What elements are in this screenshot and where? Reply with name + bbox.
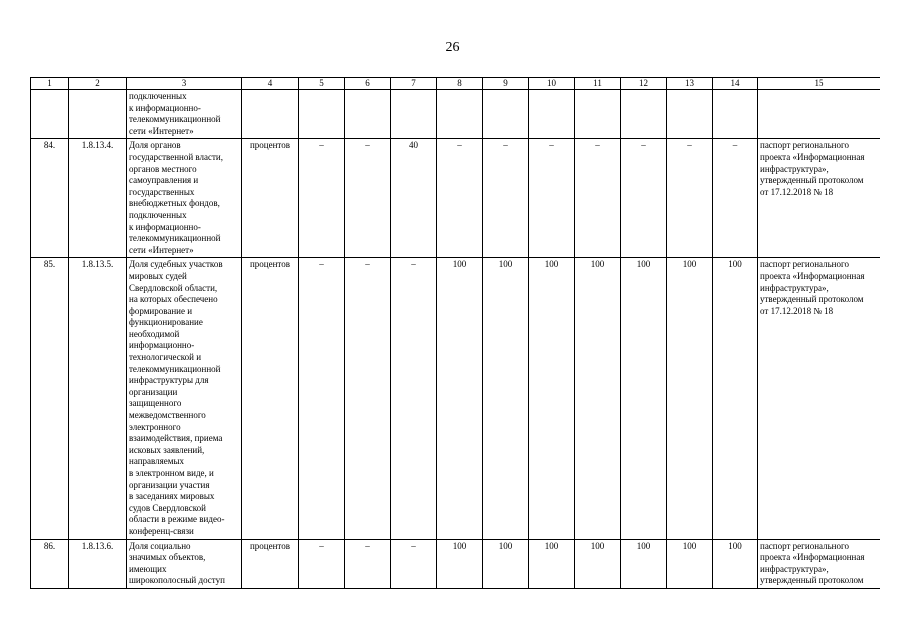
column-header: 14 [713,78,758,90]
column-header: 4 [242,78,299,90]
value-cell: 100 [713,539,758,588]
column-header: 2 [69,78,127,90]
indicator-name: Доля судебных участков мировых судей Свердловской области, на которых обеспечено формирование и функционирование необходимой информационно- технологической и телекоммуникационной инфраструктуры для организации защищенного межведомственного электронного взаимодействия, приема исковых заявлений, направляемых в электронном виде, и организации участия в заседаниях мировых судов Свердловской области в режиме видео- конференц-связи [127,258,242,539]
value-cell: – [575,139,621,258]
unit: процентов [242,139,299,258]
unit: процентов [242,258,299,539]
value-cell: – [713,139,758,258]
indicator-name: подключенных к информационно- телекоммуникационной сети «Интернет» [127,90,242,139]
source-document: паспорт регионального проекта «Информационная инфраструктура», утвержденный протоколом [758,539,881,588]
value-cell: 100 [437,539,483,588]
page-number: 26 [445,40,460,55]
value-cell: 100 [667,539,713,588]
value-cell: 100 [713,258,758,539]
value-cell [345,90,391,139]
source-document: паспорт регионального проекта «Информационная инфраструктура», утвержденный протоколом от 17.12.2018 № 18 [758,139,881,258]
table-row [31,139,881,258]
value-cell: – [391,539,437,588]
column-header: 13 [667,78,713,90]
column-header: 5 [299,78,345,90]
value-cell: – [621,139,667,258]
indicators-table-container [30,77,880,599]
value-cell: – [529,139,575,258]
value-cell [299,90,345,139]
row-number: 85. [31,258,69,539]
value-cell: 100 [575,258,621,539]
value-cell: 100 [667,258,713,539]
table-row [31,90,881,139]
value-cell [667,90,713,139]
indicator-name: Доля органов государственной власти, органов местного самоуправления и государственных внебюджетных фондов, подключенных к информационно- телекоммуникационной сети «Интернет» [127,139,242,258]
source-document [758,90,881,139]
value-cell: – [345,139,391,258]
row-code [69,90,127,139]
row-code: 1.8.13.5. [69,258,127,539]
value-cell: – [299,258,345,539]
column-header: 15 [758,78,881,90]
table-row [31,539,881,588]
value-cell: 100 [621,539,667,588]
column-header: 11 [575,78,621,90]
value-cell: 100 [529,539,575,588]
value-cell [621,90,667,139]
row-code: 1.8.13.6. [69,539,127,588]
value-cell: – [299,539,345,588]
source-document: паспорт регионального проекта «Информационная инфраструктура», утвержденный протоколом от 17.12.2018 № 18 [758,258,881,539]
indicator-name: Доля социально значимых объектов, имеющих широкополосный доступ [127,539,242,588]
value-cell [483,90,529,139]
value-cell: – [437,139,483,258]
column-header: 3 [127,78,242,90]
column-header: 7 [391,78,437,90]
indicators-table [30,77,880,589]
row-number: 86. [31,539,69,588]
value-cell: 100 [437,258,483,539]
value-cell: – [345,258,391,539]
row-number [31,90,69,139]
value-cell [713,90,758,139]
value-cell: 40 [391,139,437,258]
value-cell: 100 [621,258,667,539]
value-cell: 100 [483,258,529,539]
column-header: 12 [621,78,667,90]
value-cell: 100 [529,258,575,539]
value-cell: 100 [575,539,621,588]
column-header: 8 [437,78,483,90]
value-cell: – [667,139,713,258]
value-cell: – [299,139,345,258]
value-cell: 100 [483,539,529,588]
value-cell [437,90,483,139]
column-header: 9 [483,78,529,90]
value-cell: – [483,139,529,258]
unit [242,90,299,139]
value-cell [575,90,621,139]
column-header: 10 [529,78,575,90]
row-code: 1.8.13.4. [69,139,127,258]
value-cell [529,90,575,139]
value-cell: – [391,258,437,539]
row-number: 84. [31,139,69,258]
value-cell: – [345,539,391,588]
unit: процентов [242,539,299,588]
column-header: 1 [31,78,69,90]
table-header-row [31,78,881,90]
column-header: 6 [345,78,391,90]
value-cell [391,90,437,139]
table-row [31,258,881,539]
